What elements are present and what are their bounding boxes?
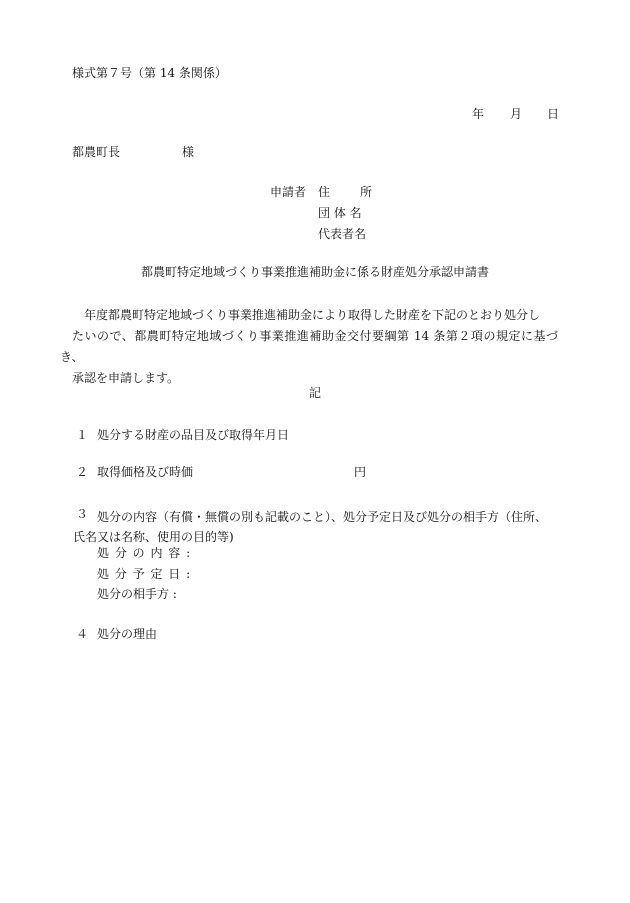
date-day-label: 日 [547,107,560,121]
body-line-3: 承認を申請します。 [72,371,180,385]
item-2-number: ２ [76,465,89,479]
item-4-number: ４ [76,627,89,641]
applicant-representative-label: 代表者名 [318,227,367,241]
item-1-number: １ [76,428,89,442]
item-3-line-1: 処分の内容（有償・無償の別も記載のこと）、処分予定日及び処分の相手方（住所、 [97,510,548,524]
item-3-text [73,507,559,547]
item-3-line-2: 氏名又は名称、使用の目的等) [73,530,234,544]
item-1-text: 処分する財産の品目及び取得年月日 [97,428,290,442]
form-number: 様式第７号（第 14 条関係） [72,66,227,80]
body-paragraph [60,305,558,389]
applicant-address-label: 住 所 [318,185,375,199]
item-3-sub-party: 処分の相手方 : [97,587,177,601]
addressee-name: 都農町長 [72,145,121,159]
date-month-label: 月 [510,107,523,121]
date-year-label: 年 [472,107,485,121]
item-2-text: 取得価格及び時価 [97,465,194,479]
item-4-text: 処分の理由 [97,627,158,641]
item-3-sub-date: 処 分 予 定 日 : [97,567,192,581]
applicant-label: 申請者 [270,185,307,199]
body-line-1: 年度都農町特定地域づくり事業推進補助金により取得した財産を下記のとおり処分し [84,308,541,322]
item-2-yen-unit: 円 [354,465,367,479]
item-3-sub-content: 処 分 の 内 容 : [97,546,192,560]
body-line-2: たいので、都農町特定地域づくり事業推進補助金交付要綱第 14 条第２項の規定に基づき、 [60,329,558,364]
ki-heading: 記 [308,386,321,400]
item-3-number: ３ [76,507,89,521]
addressee-honorific: 様 [182,145,195,159]
applicant-group-label: 団 体 名 [318,206,362,220]
document-title: 都農町特定地域づくり事業推進補助金に係る財産処分承認申請書 [140,265,489,279]
